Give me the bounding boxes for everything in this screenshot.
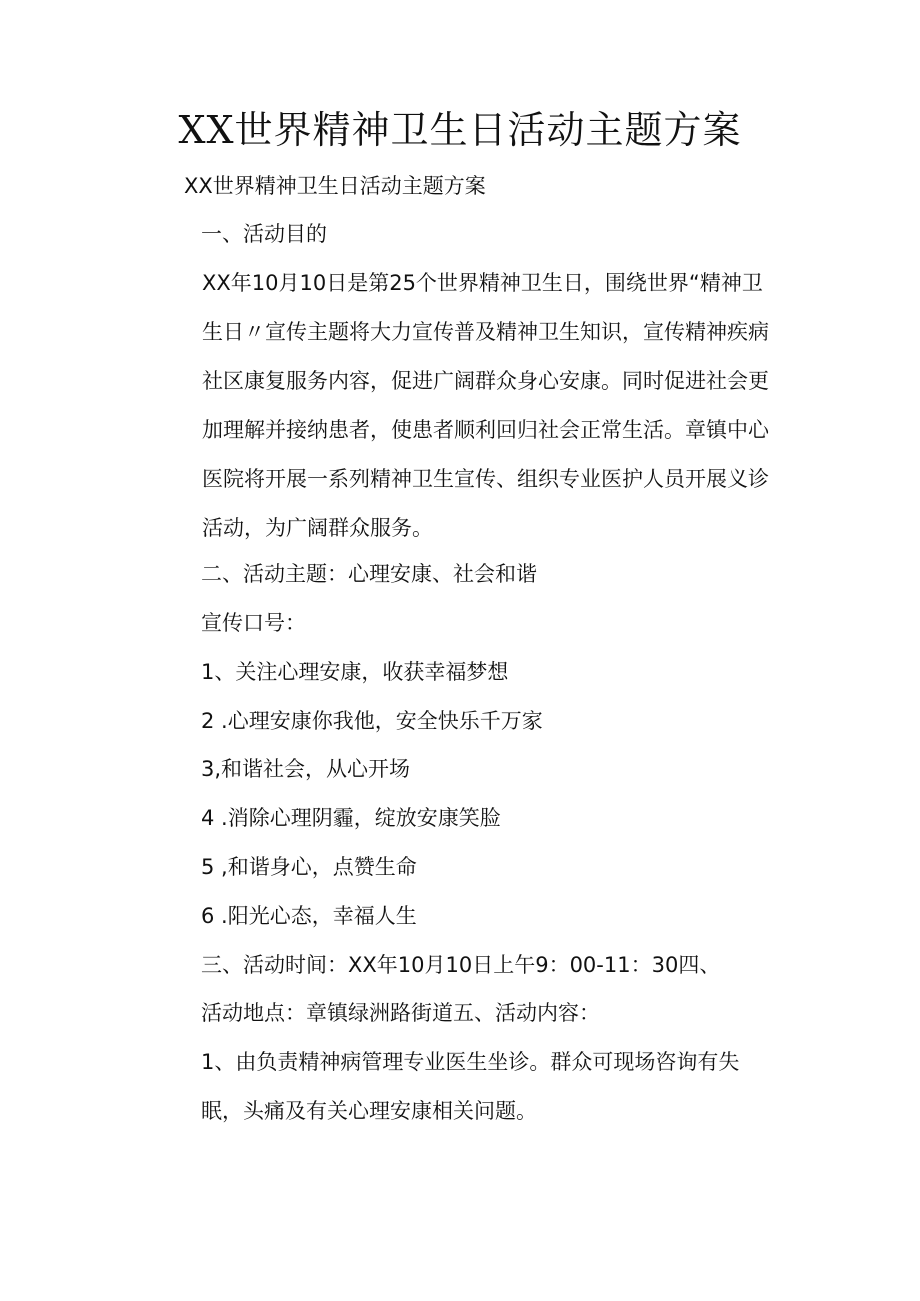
slogan-heading: 宣传口号： [201,611,306,635]
slogan-item: 4 .消除心理阴霾，绽放安康笑脸 [201,806,501,830]
document-subtitle: XX世界精神卫生日活动主题方案 [184,174,486,198]
slogan-item: 5 ,和谐身心，点赞生命 [201,855,417,879]
slogan-item: 1、关注心理安康，收获幸福梦想 [201,660,509,684]
slogan-item: 2 .心理安康你我他，安全快乐千万家 [201,709,543,733]
section3-line1: 三、活动时间：XX年10月10日上午9：00-11：30四、 [201,953,721,977]
document-title: XX世界精神卫生日活动主题方案 [178,108,742,152]
section2-heading: 二、活动主题：心理安康、社会和谐 [201,562,537,586]
section1-heading: 一、活动目的 [201,222,327,246]
slogan-item: 6 .阳光心态，幸福人生 [201,904,417,928]
section1-body [139,259,779,553]
slogan-item: 3,和谐社会，从心开场 [201,757,411,781]
section3-line2: 活动地点：章镇绿洲路街道五、活动内容： [201,1001,600,1025]
content-item1: 1、由负责精神病管理专业医生坐诊。群众可现场咨询有失眠，头痛及有关心理安康相关问题。 [201,1050,740,1123]
section1-body-text: XX年10月10日是第25个世界精神卫生日，围绕世界“精神卫生日〃宣传主题将大力宣传普及精神卫生知识，宣传精神疾病社区康复服务内容，促进广阔群众身心安康。同时促进社会更加理解并接纳患者，使患者顺利回归社会正常生活。章镇中心医院将开展一系列精神卫生宣传、组织专业医护人员开展义诊活动，为广阔群众服务。 [202,271,769,540]
